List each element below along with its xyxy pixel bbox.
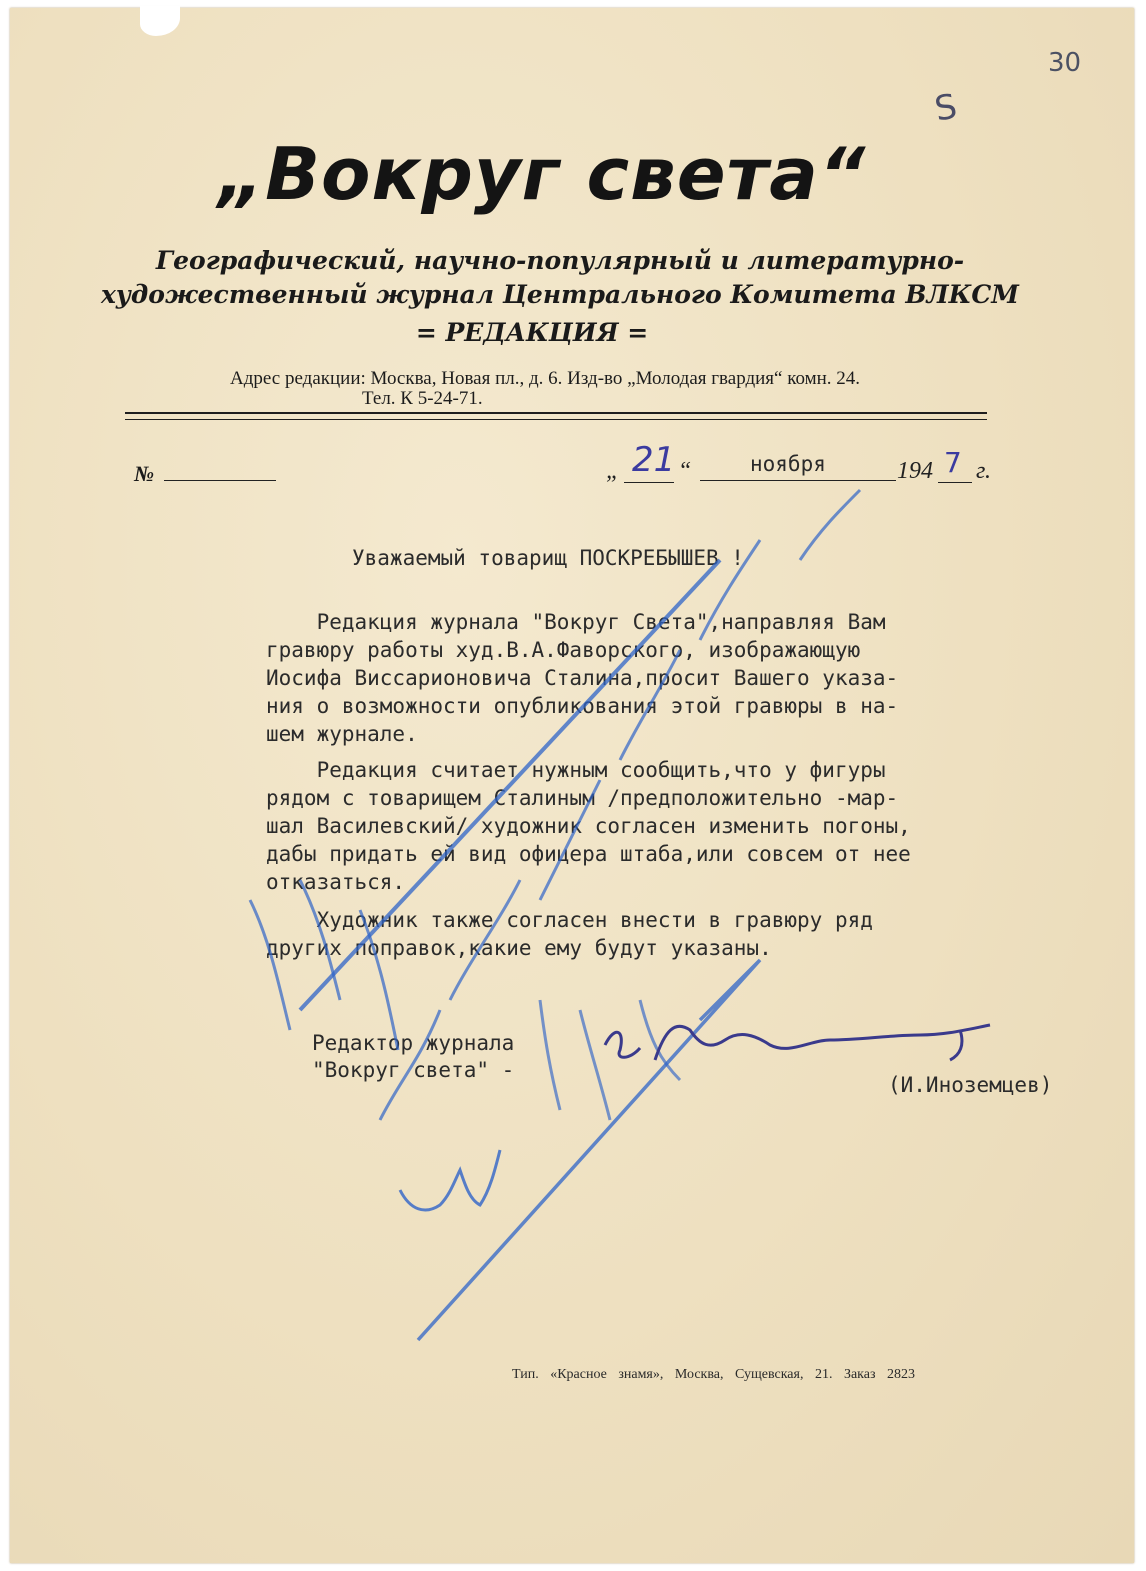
signature-block: Редактор журнала "Вокруг света" - bbox=[312, 1031, 515, 1082]
letter-paragraph-1: Редакция журнала "Вокруг Света",направляя Вам гравюру работы худ.В.А.Фаворского, изображающую Иосифа Виссарионовича Сталина,просит Вашего указа- ния о возможности опубликования этой гравюры в на- шем журнале. bbox=[266, 610, 899, 746]
date-day: 21 bbox=[632, 440, 676, 480]
date-quote-close: “ bbox=[678, 458, 692, 484]
date-suffix: г. bbox=[976, 458, 992, 484]
masthead-phone: Тел. К 5-24-71. bbox=[362, 388, 483, 409]
header-rule bbox=[125, 412, 987, 414]
pencil-mark: S bbox=[931, 86, 960, 130]
date-year-digit: 7 bbox=[944, 446, 962, 479]
date-day-line bbox=[624, 482, 674, 483]
signatory-name: (И.Иноземцев) bbox=[888, 1073, 1053, 1097]
date-quote-open: „ bbox=[606, 458, 620, 484]
masthead-address-block bbox=[230, 369, 860, 409]
header-rule-thin bbox=[125, 419, 987, 420]
number-label: № bbox=[134, 461, 155, 486]
date-month: ноября bbox=[750, 452, 826, 476]
date-year-prefix: 194 bbox=[897, 458, 933, 484]
printer-imprint: Тип. «Красное знамя», Москва, Сущевская, 21. Заказ 2823 bbox=[512, 1367, 915, 1382]
masthead-address: Адрес редакции: Москва, Новая пл., д. 6. Изд-во „Молодая гвардия“ комн. 24. bbox=[230, 368, 861, 389]
number-line bbox=[164, 480, 276, 481]
masthead-department: = РЕДАКЦИЯ = bbox=[415, 318, 649, 347]
masthead-title: „Вокруг света“ bbox=[217, 132, 867, 216]
masthead-subtitle: Географический, научно-популярный и литературно-художественный журнал Центрального Комитета ВЛКСМ bbox=[101, 246, 1019, 309]
date-year-line bbox=[938, 482, 972, 483]
letter-salutation: Уважаемый товарищ ПОСКРЕБЫШЕВ ! bbox=[352, 546, 744, 570]
date-month-line bbox=[700, 480, 896, 481]
letter-paragraph-3: Художник также согласен внести в гравюру ряд других поправок,какие ему будут указаны. bbox=[266, 908, 873, 960]
letter-paragraph-2: Редакция считает нужным сообщить,что у фигуры рядом с товарищем Сталиным /предположительно -мар- шал Василевский/ художник согласен изменить погоны, дабы придать ей вид офицера штаба,или совсем от нее отказаться. bbox=[266, 758, 911, 894]
archive-page-number: 30 bbox=[1048, 48, 1082, 78]
